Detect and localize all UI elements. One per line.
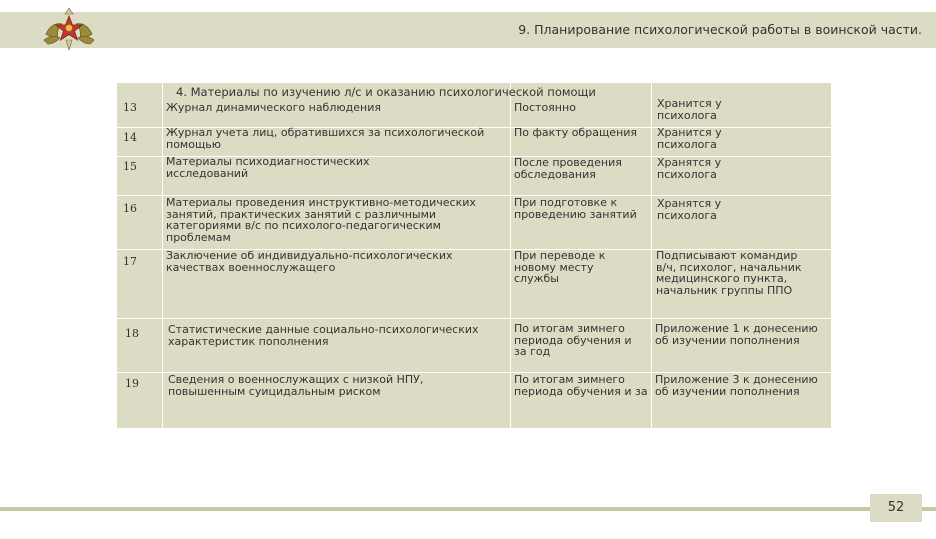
row-divider [117,318,831,319]
row-number: 14 [123,131,137,144]
row-number: 16 [123,202,137,215]
column-divider [162,83,163,428]
page-title: 9. Планирование психологической работы в воинской части. [518,22,922,37]
storage-cell: Хранится у психолога [657,126,722,151]
period-cell: По итогам зимнего периода обучения и за [514,373,648,398]
row-number: 18 [125,327,139,340]
material-cell: Статистические данные социально-психологических характеристик пополнения [168,323,479,348]
period-cell: Постоянно [514,101,576,114]
material-cell: Материалы проведения инструктивно-методических занятий, практических занятий с различными категориями в/с по психолого-педагогическим проблемам [166,196,476,244]
period-cell: По факту обращения [514,126,638,139]
period-cell: При подготовке к проведению занятий [514,196,637,221]
column-divider [510,83,511,428]
storage-cell: Хранится у психолога [657,97,722,122]
row-number: 17 [123,255,137,268]
material-cell: Заключение об индивидуально-психологических качествах военнослужащего [166,249,453,274]
material-cell: Журнал динамического наблюдения [166,101,381,114]
period-cell: По итогам зимнего периода обучения и за год [514,322,632,359]
storage-cell: Подписывают командир в/ч, психолог, начальник медицинского пункта, начальник группы ППО [656,249,802,297]
footer-bar [0,507,936,511]
section-heading: 4. Материалы по изучению л/с и оказанию психологической помощи [176,85,596,99]
military-star-emblem-icon [38,4,100,52]
row-number: 13 [123,101,137,114]
storage-cell: Хранятся у психолога [657,197,722,222]
material-cell: Журнал учета лиц, обратившихся за психологической помощью [166,126,485,151]
page-number: 52 [870,494,922,522]
storage-cell: Приложение 3 к донесению об изучении пополнения [655,373,818,398]
material-cell: Сведения о военнослужащих с низкой НПУ, повышенным суицидальным риском [168,373,424,398]
storage-cell: Хранятся у психолога [657,156,722,181]
storage-cell: Приложение 1 к донесению об изучении пополнения [655,322,818,347]
period-cell: После проведения обследования [514,156,622,181]
row-number: 19 [125,377,139,390]
period-cell: При переводе к новому месту службы [514,249,606,286]
column-divider [651,83,652,428]
header-bar [0,12,936,48]
row-number: 15 [123,160,137,173]
material-cell: Материалы психодиагностических исследований [166,155,370,180]
